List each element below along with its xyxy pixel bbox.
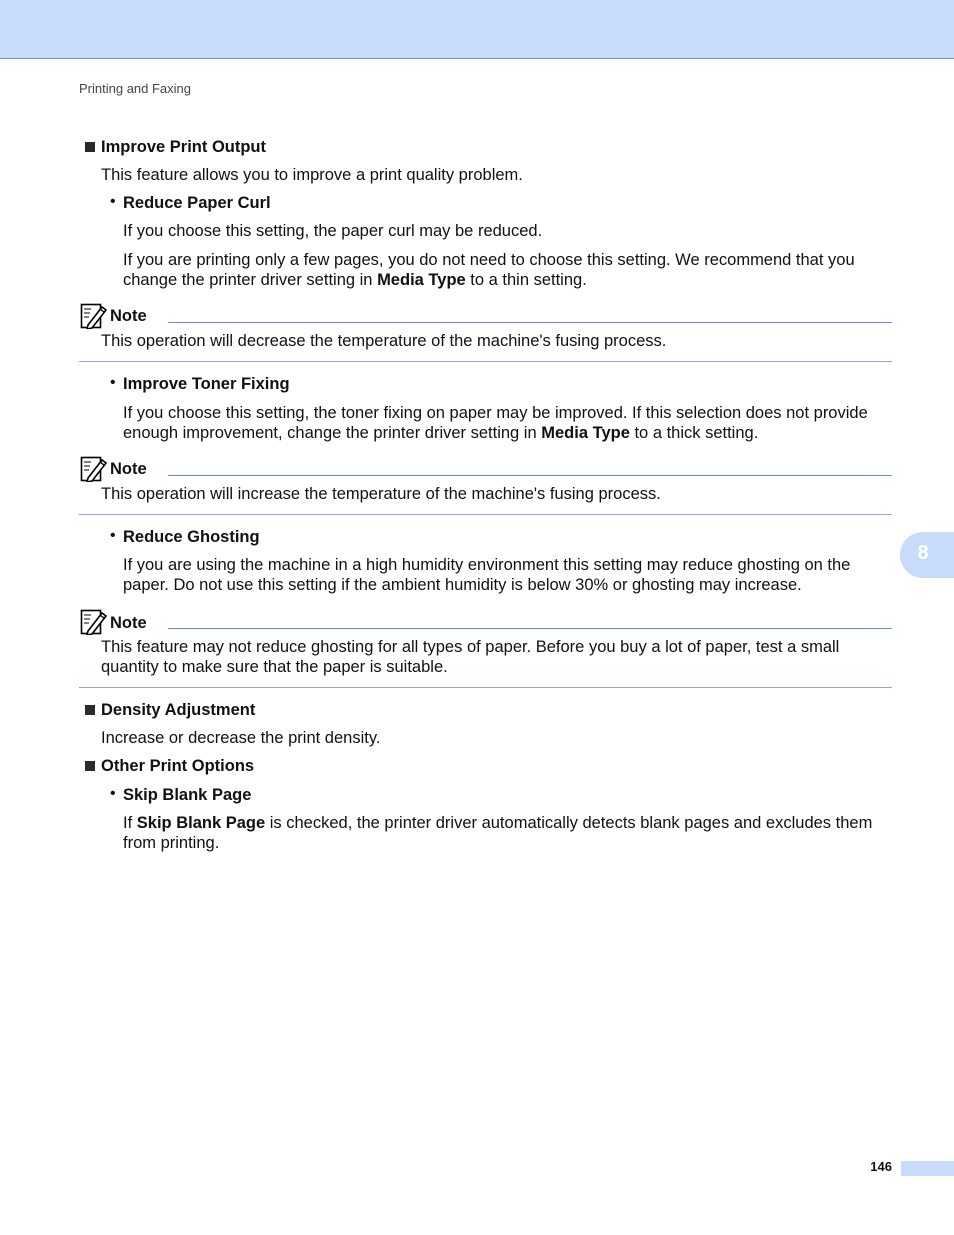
square-bullet-icon bbox=[85, 142, 95, 152]
toner-line-1: If you choose this setting, the toner fixing on paper may be improved. If this selection does not provide bbox=[123, 404, 868, 422]
skip-line-2: from printing. bbox=[123, 834, 220, 852]
note-pencil-icon bbox=[80, 609, 108, 635]
note-3-line-1: This feature may not reduce ghosting for all types of paper. Before you buy a lot of paper, test a small bbox=[101, 638, 840, 656]
skip-blank-page-term: Skip Blank Page bbox=[136, 814, 266, 832]
note-rule bbox=[168, 322, 892, 323]
section-heading-improve: Improve Print Output bbox=[85, 137, 266, 157]
running-header: Printing and Faxing bbox=[79, 81, 192, 96]
media-type-term: Media Type bbox=[377, 271, 466, 289]
toner-line-2: enough improvement, change the printer driver setting in Media Type to a thick setting. bbox=[123, 424, 759, 442]
subheading-ghost: Reduce Ghosting bbox=[123, 528, 260, 546]
page-number-bar bbox=[901, 1161, 954, 1176]
ghost-line-2: paper. Do not use this setting if the ambient humidity is below 30% or ghosting may increase. bbox=[123, 576, 802, 594]
subheading-curl: Reduce Paper Curl bbox=[123, 194, 271, 212]
note-1-text: This operation will decrease the temperature of the machine's fusing process. bbox=[101, 332, 667, 350]
media-type-term: Media Type bbox=[541, 424, 630, 442]
improve-intro: This feature allows you to improve a print quality problem. bbox=[101, 166, 523, 184]
section-heading-density: Density Adjustment bbox=[85, 700, 255, 720]
chapter-tab: 8 bbox=[900, 532, 954, 578]
bullet-icon: • bbox=[110, 527, 116, 544]
subheading-toner: Improve Toner Fixing bbox=[123, 375, 290, 393]
note-label: Note bbox=[110, 614, 147, 632]
note-rule bbox=[168, 628, 892, 629]
note-separator bbox=[79, 514, 892, 515]
bullet-icon: • bbox=[110, 374, 116, 391]
note-2-text: This operation will increase the temperature of the machine's fusing process. bbox=[101, 485, 661, 503]
bullet-icon: • bbox=[110, 193, 116, 210]
note-3-line-2: quantity to make sure that the paper is suitable. bbox=[101, 658, 448, 676]
skip-line-1: If Skip Blank Page is checked, the printer driver automatically detects blank pages and excludes them bbox=[123, 814, 873, 832]
square-bullet-icon bbox=[85, 761, 95, 771]
section-heading-other: Other Print Options bbox=[85, 756, 254, 776]
header-band bbox=[0, 0, 954, 59]
page-number: 146 bbox=[870, 1159, 892, 1174]
note-pencil-icon bbox=[80, 456, 108, 482]
curl-paragraph-2-line1: If you are printing only a few pages, you do not need to choose this setting. We recommend that you bbox=[123, 251, 855, 269]
curl-paragraph-2-line2: change the printer driver setting in Media Type to a thin setting. bbox=[123, 271, 587, 289]
subheading-skip: Skip Blank Page bbox=[123, 786, 252, 804]
bullet-icon: • bbox=[110, 785, 116, 802]
ghost-line-1: If you are using the machine in a high humidity environment this setting may reduce ghosting on the bbox=[123, 556, 851, 574]
density-text: Increase or decrease the print density. bbox=[101, 729, 381, 747]
curl-paragraph-1: If you choose this setting, the paper curl may be reduced. bbox=[123, 222, 543, 240]
note-separator bbox=[79, 361, 892, 362]
note-label: Note bbox=[110, 460, 147, 478]
square-bullet-icon bbox=[85, 705, 95, 715]
note-separator bbox=[79, 687, 892, 688]
note-label: Note bbox=[110, 307, 147, 325]
note-rule bbox=[168, 475, 892, 476]
note-pencil-icon bbox=[80, 303, 108, 329]
